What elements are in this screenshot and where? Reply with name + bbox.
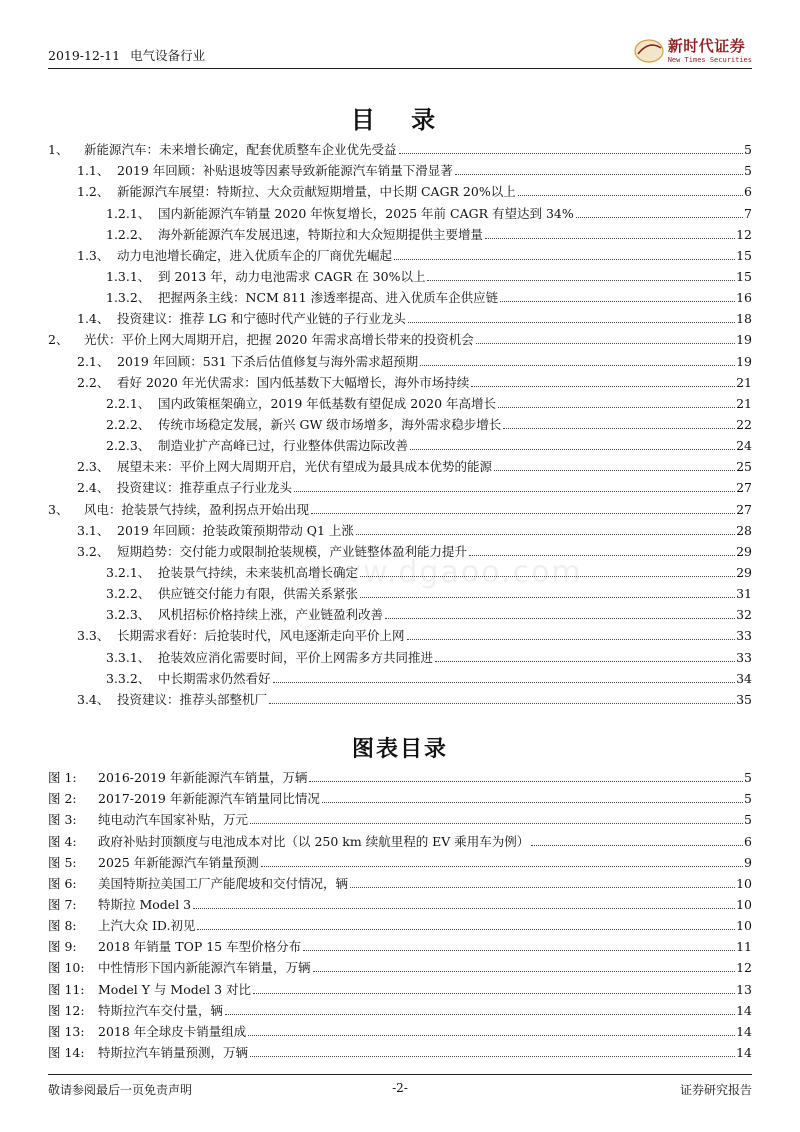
page-ref: 5 xyxy=(744,163,752,179)
toc-entry[interactable] xyxy=(48,199,752,220)
figure-number: 图 6: xyxy=(48,875,77,891)
figure-title: 2017-2019 年新能源汽车销量同比情况 xyxy=(98,791,320,807)
page-ref: 31 xyxy=(736,586,752,602)
dot-leader xyxy=(420,365,735,366)
section-number: 2.2.3、 xyxy=(106,438,151,454)
section-number: 1.4、 xyxy=(77,311,110,327)
section-number: 1.2、 xyxy=(77,184,110,200)
watermark: www.dgaoo.com xyxy=(310,555,583,590)
page-ref: 6 xyxy=(744,184,752,200)
figure-title: 特斯拉 Model 3 xyxy=(98,896,192,912)
section-number: 3、 xyxy=(48,501,69,517)
dot-leader xyxy=(407,639,736,640)
page-ref: 24 xyxy=(736,438,752,454)
section-title: 投资建议：推荐头部整机厂 xyxy=(117,691,268,707)
figure-number: 图 9: xyxy=(48,939,77,955)
dot-leader xyxy=(303,950,735,951)
toc-entry[interactable] xyxy=(48,390,752,411)
section-number: 2、 xyxy=(48,332,69,348)
page-ref: 19 xyxy=(736,353,752,369)
page-ref: 15 xyxy=(736,268,752,284)
disclaimer-note: 敬请参阅最后一页免责声明 xyxy=(48,1083,193,1097)
toc-entry[interactable] xyxy=(48,601,752,622)
logo-english: New Times Securities xyxy=(667,55,752,64)
page-header xyxy=(48,38,752,68)
figure-number: 图 11: xyxy=(48,981,85,997)
figure-number: 图 2: xyxy=(48,791,77,807)
figure-entry[interactable] xyxy=(48,785,752,806)
dot-leader xyxy=(427,280,735,281)
page-ref: 28 xyxy=(736,522,752,538)
toc-entry[interactable] xyxy=(48,622,752,643)
page-ref: 33 xyxy=(736,628,752,644)
section-number: 3.2.1、 xyxy=(106,564,151,580)
page-ref: 21 xyxy=(736,395,752,411)
section-number: 3.1、 xyxy=(77,522,110,538)
figure-entry[interactable] xyxy=(48,933,752,954)
section-number: 2.4、 xyxy=(77,480,110,496)
toc-entry[interactable] xyxy=(48,453,752,474)
company-logo xyxy=(634,38,752,64)
figure-title: 美国特斯拉美国工厂产能爬坡和交付情况，辆 xyxy=(98,875,349,891)
toc-entry[interactable] xyxy=(48,432,752,453)
page-ref: 10 xyxy=(736,918,752,934)
figure-entry[interactable] xyxy=(48,870,752,891)
page-ref: 9 xyxy=(744,854,752,870)
dot-leader xyxy=(322,802,743,803)
section-title: 制造业扩产高峰已过，行业整体供需边际改善 xyxy=(158,438,409,454)
section-title: 投资建议：推荐重点子行业龙头 xyxy=(117,480,293,496)
section-number: 3.3.2、 xyxy=(106,670,151,686)
section-number: 1、 xyxy=(48,142,69,158)
figure-entry[interactable] xyxy=(48,1039,752,1060)
dot-leader xyxy=(399,153,744,154)
figure-entry[interactable] xyxy=(48,954,752,975)
dot-leader xyxy=(394,259,735,260)
page-ref: 27 xyxy=(736,501,752,517)
page-ref: 14 xyxy=(736,1002,752,1018)
page-ref: 25 xyxy=(736,459,752,475)
toc-entry[interactable] xyxy=(48,686,752,707)
section-title: 国内新能源汽车销量 2020 年恢复增长，2025 年前 CAGR 有望达到 34% xyxy=(158,205,574,221)
toc-entry[interactable] xyxy=(48,136,752,157)
section-number: 1.3.1、 xyxy=(106,268,151,284)
page-ref: 5 xyxy=(744,142,752,158)
toc-entry[interactable] xyxy=(48,369,752,390)
figure-title: 上汽大众 ID.初见 xyxy=(98,918,196,934)
page-ref: 5 xyxy=(744,770,752,786)
dot-leader xyxy=(531,845,743,846)
dot-leader xyxy=(356,534,735,535)
toc-entry[interactable] xyxy=(48,474,752,495)
page-ref: 10 xyxy=(736,896,752,912)
dot-leader xyxy=(250,1056,735,1057)
figure-title: 2016-2019 年新能源汽车销量，万辆 xyxy=(98,770,308,786)
section-title: 2019 年回顾：531 下杀后估值修复与海外需求超预期 xyxy=(117,353,419,369)
dot-leader xyxy=(503,428,735,429)
dot-leader xyxy=(435,661,735,662)
header-info xyxy=(48,46,211,64)
report-type: 证券研究报告 xyxy=(679,1083,752,1097)
section-number: 3.3、 xyxy=(77,628,110,644)
page-ref: 6 xyxy=(744,833,752,849)
dot-leader xyxy=(385,618,735,619)
page-ref: 29 xyxy=(736,564,752,580)
figure-entry[interactable] xyxy=(48,1018,752,1039)
figure-entry[interactable] xyxy=(48,827,752,848)
dot-leader xyxy=(273,682,736,683)
section-title: 抢装效应消化需要时间，平价上网需多方共同推进 xyxy=(158,649,434,665)
section-title: 抢装景气持续，未来装机高增长确定 xyxy=(158,564,359,580)
dot-leader xyxy=(476,343,735,344)
figure-entry[interactable] xyxy=(48,849,752,870)
page-ref: 7 xyxy=(744,205,752,221)
section-number: 3.2.3、 xyxy=(106,607,151,623)
section-title: 海外新能源汽车发展迅速，特斯拉和大众短期提供主要增量 xyxy=(158,226,484,242)
page-ref: 12 xyxy=(736,960,752,976)
section-number: 3.2.2、 xyxy=(106,586,151,602)
dot-leader xyxy=(410,449,735,450)
page-ref: 16 xyxy=(736,290,752,306)
figure-number: 图 12: xyxy=(48,1002,85,1018)
figure-number: 图 10: xyxy=(48,960,85,976)
figure-title: 2018 年全球皮卡销量组成 xyxy=(98,1023,247,1039)
toc-entry[interactable] xyxy=(48,157,752,178)
dot-leader xyxy=(494,470,735,471)
figure-list xyxy=(48,764,752,1060)
dot-leader xyxy=(498,407,735,408)
section-number: 2.1、 xyxy=(77,353,110,369)
section-title: 2019 年回顾：补贴退坡等因素导致新能源汽车销量下滑显著 xyxy=(117,163,453,179)
section-title: 国内政策框架确立，2019 年低基数有望促成 2020 年高增长 xyxy=(158,395,497,411)
page-ref: 35 xyxy=(736,691,752,707)
dot-leader xyxy=(197,929,735,930)
section-number: 3.4、 xyxy=(77,691,110,707)
dot-leader xyxy=(248,1035,735,1036)
footer-rule xyxy=(48,1074,752,1075)
page-number: -2- xyxy=(392,1081,408,1095)
figure-list-title: 图表目录 xyxy=(351,736,448,762)
section-title: 风电：抢装景气持续，盈利拐点开始出现 xyxy=(84,501,310,517)
toc-entry[interactable] xyxy=(48,517,752,538)
dot-leader xyxy=(313,971,736,972)
section-number: 1.2.1、 xyxy=(106,205,151,221)
figure-number: 图 5: xyxy=(48,854,77,870)
section-title: 2019 年回顾：抢装政策预期带动 Q1 上涨 xyxy=(117,522,354,538)
figure-entry[interactable] xyxy=(48,912,752,933)
toc-title: 目 录 xyxy=(350,105,450,134)
figure-title: 2018 年销量 TOP 15 车型价格分布 xyxy=(98,939,302,955)
figure-number: 图 3: xyxy=(48,812,77,828)
page-ref: 18 xyxy=(736,311,752,327)
section-title: 传统市场稳定发展，新兴 GW 级市场增多，海外需求稳步增长 xyxy=(158,416,502,432)
section-title: 光伏：平价上网大周期开启，把握 2020 年需求高增长带来的投资机会 xyxy=(84,332,474,348)
toc-entry[interactable] xyxy=(48,326,752,347)
page-ref: 21 xyxy=(736,374,752,390)
page-ref: 13 xyxy=(736,981,752,997)
section-number: 2.2.2、 xyxy=(106,416,151,432)
dot-leader xyxy=(250,823,743,824)
dot-leader xyxy=(311,513,735,514)
section-title: 中长期需求仍然看好 xyxy=(158,670,271,686)
section-number: 1.3.2、 xyxy=(106,290,151,306)
dot-leader xyxy=(455,174,743,175)
page-ref: 15 xyxy=(736,247,752,263)
dot-leader xyxy=(360,597,735,598)
section-number: 1.2.2、 xyxy=(106,226,151,242)
toc-entry[interactable] xyxy=(48,643,752,664)
toc-entry[interactable] xyxy=(48,305,752,326)
dot-leader xyxy=(253,993,735,994)
figure-number: 图 13: xyxy=(48,1023,85,1039)
figure-number: 图 7: xyxy=(48,896,77,912)
toc-entry[interactable] xyxy=(48,347,752,368)
dot-leader xyxy=(261,866,743,867)
page-ref: 14 xyxy=(736,1044,752,1060)
toc-entry[interactable] xyxy=(48,495,752,516)
section-title: 把握两条主线：NCM 811 渗透率提高、进入优质车企供应链 xyxy=(158,290,499,306)
page-ref: 34 xyxy=(736,670,752,686)
logo-mark-icon xyxy=(634,38,664,64)
page-ref: 19 xyxy=(736,332,752,348)
dot-leader xyxy=(350,887,735,888)
dot-leader xyxy=(576,217,743,218)
page-ref: 33 xyxy=(736,649,752,665)
section-number: 1.3、 xyxy=(77,247,110,263)
section-number: 2.2.1、 xyxy=(106,395,151,411)
page-ref: 12 xyxy=(736,226,752,242)
report-date: 2019-12-11 xyxy=(48,48,121,63)
toc-entry[interactable] xyxy=(48,263,752,284)
section-title: 投资建议：推荐 LG 和宁德时代产业链的子行业龙头 xyxy=(117,311,406,327)
page-ref: 5 xyxy=(744,791,752,807)
figure-entry[interactable] xyxy=(48,764,752,785)
section-title: 动力电池增长确定，进入优质车企的厂商优先崛起 xyxy=(117,247,393,263)
dot-leader xyxy=(518,195,743,196)
logo-text: 新时代证券 xyxy=(667,36,746,55)
figure-title: 中性情形下国内新能源汽车销量，万辆 xyxy=(98,960,311,976)
page-ref: 29 xyxy=(736,543,752,559)
dot-leader xyxy=(269,703,735,704)
section-number: 3.3.1、 xyxy=(106,649,151,665)
page-ref: 11 xyxy=(736,939,752,955)
figure-number: 图 1: xyxy=(48,770,77,786)
section-title: 展望未来：平价上网大周期开启，光伏有望成为最具成本优势的能源 xyxy=(117,459,493,475)
section-title: 看好 2020 年光伏需求：国内低基数下大幅增长，海外市场持续 xyxy=(117,374,470,390)
section-number: 2.2、 xyxy=(77,374,110,390)
page-ref: 27 xyxy=(736,480,752,496)
figure-entry[interactable] xyxy=(48,975,752,996)
section-title: 新能源汽车：未来增长确定，配套优质整车企业优先受益 xyxy=(84,142,397,158)
dot-leader xyxy=(408,322,735,323)
figure-title: 纯电动汽车国家补贴，万元 xyxy=(98,812,249,828)
table-of-contents xyxy=(48,136,752,707)
header-rule xyxy=(48,68,752,69)
section-title: 风机招标价格持续上涨，产业链盈利改善 xyxy=(158,607,384,623)
page-ref: 14 xyxy=(736,1023,752,1039)
toc-entry[interactable] xyxy=(48,242,752,263)
section-number: 2.3、 xyxy=(77,459,110,475)
figure-entry[interactable] xyxy=(48,806,752,827)
page-ref: 22 xyxy=(736,416,752,432)
dot-leader xyxy=(500,301,735,302)
dot-leader xyxy=(485,238,735,239)
dot-leader xyxy=(309,781,743,782)
dot-leader xyxy=(471,386,735,387)
figure-entry[interactable] xyxy=(48,997,752,1018)
section-title: 新能源汽车展望：特斯拉、大众贡献短期增量，中长期 CAGR 20%以上 xyxy=(117,184,516,200)
figure-number: 图 8: xyxy=(48,918,77,934)
page-ref: 10 xyxy=(736,875,752,891)
figure-title: 特斯拉汽车销量预测，万辆 xyxy=(98,1044,249,1060)
figure-title: 特斯拉汽车交付量，辆 xyxy=(98,1002,224,1018)
page-ref: 32 xyxy=(736,607,752,623)
section-number: 3.2、 xyxy=(77,543,110,559)
dot-leader xyxy=(193,908,735,909)
figure-title: 2025 年新能源汽车销量预测 xyxy=(98,854,259,870)
section-title: 短期趋势：交付能力或限制抢装规模，产业链整体盈利能力提升 xyxy=(117,543,468,559)
section-title: 供应链交付能力有限，供需关系紧张 xyxy=(158,586,359,602)
toc-entry[interactable] xyxy=(48,221,752,242)
figure-title: Model Y 与 Model 3 对比 xyxy=(98,981,252,997)
figure-number: 图 4: xyxy=(48,833,77,849)
section-title: 长期需求看好：后抢装时代，风电逐渐走向平价上网 xyxy=(117,628,405,644)
page-ref: 5 xyxy=(744,812,752,828)
toc-entry[interactable] xyxy=(48,178,752,199)
toc-entry[interactable] xyxy=(48,411,752,432)
section-number: 1.1、 xyxy=(77,163,110,179)
toc-entry[interactable] xyxy=(48,665,752,686)
dot-leader xyxy=(225,1014,735,1015)
toc-entry[interactable] xyxy=(48,284,752,305)
section-title: 到 2013 年，动力电池需求 CAGR 在 30%以上 xyxy=(158,268,426,284)
figure-number: 图 14: xyxy=(48,1044,85,1060)
figure-title: 政府补贴封顶额度与电池成本对比（以 250 km 续航里程的 EV 乘用车为例） xyxy=(98,833,530,849)
dot-leader xyxy=(294,491,735,492)
report-sector: 电气设备行业 xyxy=(130,48,206,63)
figure-entry[interactable] xyxy=(48,891,752,912)
